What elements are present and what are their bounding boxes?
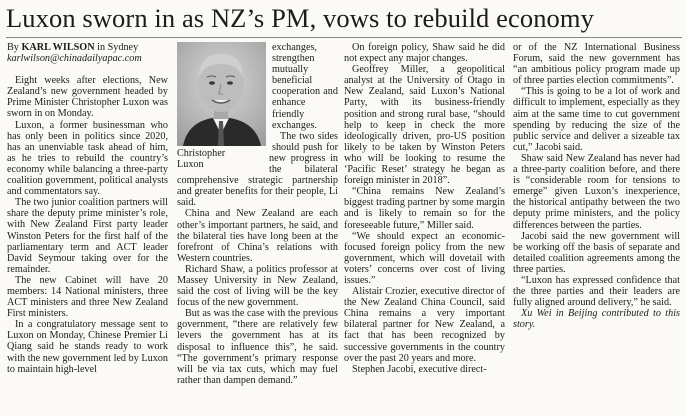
paragraph: Jacobi said the new government will be working off the basis of separate and detailed coalition agreements among the three parties. (513, 230, 680, 275)
portrait-photo (177, 42, 266, 146)
author-email: karlwilson@chinadailyapac.com (7, 53, 142, 65)
headline-rule (6, 37, 682, 38)
paragraph: Stephen Jacobi, executive direct- (352, 363, 487, 375)
paragraph: Shaw said New Zealand has never had a three-party coalition before, and there is “considerable room for tensions to emerge” given Luxon’s inexperience, the historical antipathy between the two deputy prime ministers, and the policy differences between the parties. (513, 152, 680, 231)
paragraph: On foreign policy, Shaw said he did not expect any major changes. (344, 42, 505, 65)
article-column-2 (177, 42, 338, 416)
paragraph: Luxon, a former businessman who has only been in politics since 2020, has an unenviable task ahead of him, as he tries to rebuild the country’s economy while balancing a three-party coalition government, political analysts and commentators say. (7, 119, 168, 198)
paragraph: “China remains New Zealand’s biggest trading partner by some margin and is likely to remain so for the foreseeable future,” Miller said. (344, 186, 505, 231)
paragraph: “We should expect an economic-focused foreign policy from the new government, which will dovetail with voters’ concerns over cost of living issues.” (344, 230, 505, 286)
contributor-credit: Xu Wei in Beijing contributed to this story. (513, 308, 680, 331)
paragraph: The two junior coalition partners will share the deputy prime minister’s role, with New Zealand First party leader Winston Peters for the first half of the parliamentary term and ACT leader David Seymour taking over for the remainder. (7, 197, 168, 275)
byline-author: KARL WILSON (21, 42, 95, 53)
paragraph: “Luxon has expressed confidence that the three parties and their leaders are fully aligned around delivery,” he said. (513, 274, 680, 309)
paragraph: The new Cabinet will have 20 members: 14 National ministers, three ACT ministers and three New Zealand First ministers. (7, 274, 168, 320)
caption-line: Luxon (177, 159, 204, 171)
paragraph: Alistair Crozier, executive director of the New Zealand China Council, said China remains a very important bilateral partner for New Zealand, a fact that has been recognized by successive governments in the country over the past 20 years and more. (344, 286, 505, 364)
byline-prefix: By (7, 42, 19, 53)
paragraph: exchanges, strengthen mutually beneficial cooperation and enhance friendly exchanges. (272, 42, 338, 131)
article-column-1 (7, 42, 168, 416)
paragraph: Richard Shaw, a politics professor at Massey University in New Zealand, said the cost of living will be the key focus of the new government. (177, 263, 338, 309)
paragraph: Eight weeks after elections, New Zealand’s new government headed by Prime Minister Christopher Luxon was sworn in on Monday. (7, 75, 168, 120)
byline (7, 42, 168, 53)
paragraph: China and New Zealand are each other’s important partners, he said, and the bilateral ties have long been at the forefront of China’s relations with Western countries. (177, 208, 338, 264)
photo-caption (177, 148, 263, 170)
paragraph: Geoffrey Miller, a geopolitical analyst at the University of Otago in New Zealand, said Luxon’s National Party, with its business-friendly position and strong rural base, “should help to keep in check the more ideologically driven, pro-US position likely to be taken by Winston Peters who will be looking to resume the ‘Pacific Reset’ strategy he began as foreign minister in 2018”. (344, 64, 505, 187)
paragraph: The two sides should push for new progress in the bilateral comprehensive strategic partnership and greater benefits for their people, Li said. (177, 130, 338, 209)
paragraph: In a congratulatory message sent to Luxon on Monday, Chinese Premier Li Qiang said he stands ready to work with the new government led by Luxon to maintain high-level (7, 319, 168, 375)
portrait-image (177, 42, 266, 146)
caption-line: Christopher (177, 148, 226, 159)
paragraph: or of the NZ International Business Forum, said the new government has “an ambitious policy program made up of three parties election commitments”. (513, 42, 680, 87)
paragraph: “This is going to be a lot of work and difficult to implement, especially as they aim at the same time to cut government spending by reducing the size of the public service and deliver a sizeable tax cut,” Jacobi said. (513, 86, 680, 153)
byline-location: in Sydney (97, 42, 139, 53)
paragraph: But as was the case with the previous government, “there are relatively few levers the government has at its disposal to influence this”, he said. “The government’s primary response will be via tax cuts, which may fuel rather than dampen demand.” (177, 308, 338, 386)
headline: Luxon sworn in as NZ’s PM, vows to rebuild economy (6, 3, 594, 33)
article-column-4 (513, 42, 680, 416)
article-column-3 (344, 42, 505, 416)
